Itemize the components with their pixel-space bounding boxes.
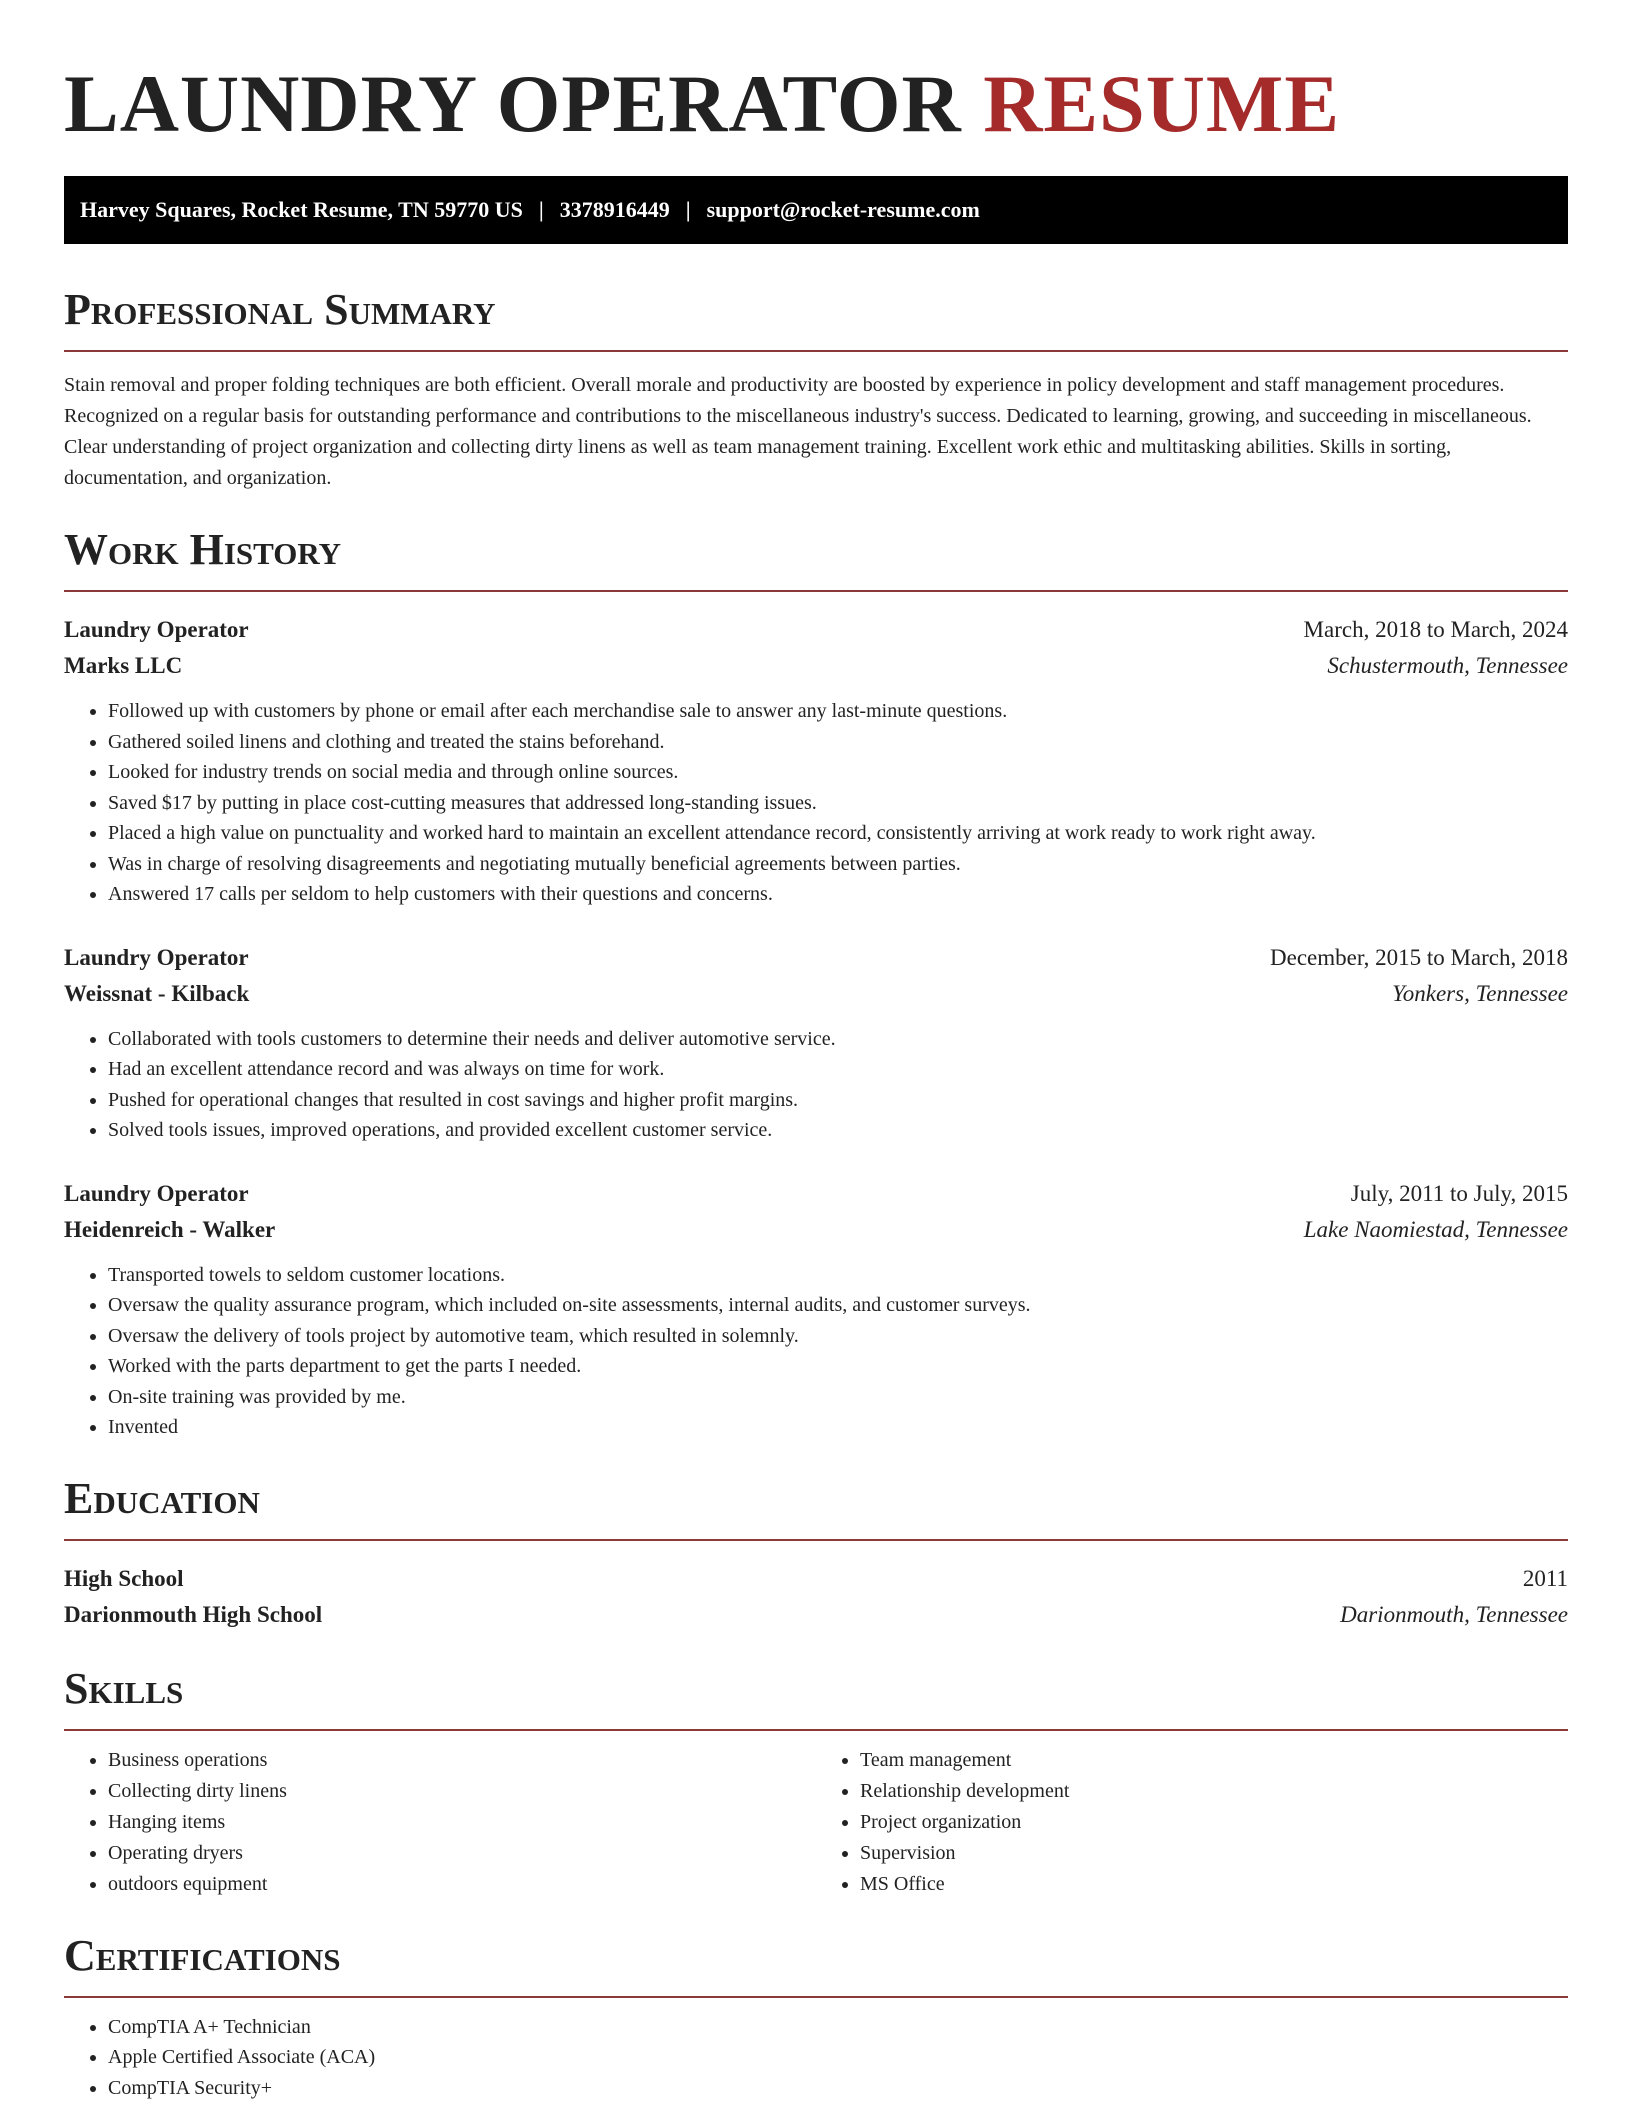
certification-item: • CompTIA Security+ xyxy=(108,2073,1568,2104)
job-bullet: • Invented xyxy=(108,1412,1568,1443)
job-bullet: • Followed up with customers by phone or email after each merchandise sale to answer any last-minute questions. xyxy=(108,696,1568,727)
education-year: 2011 xyxy=(1522,1565,1568,1591)
job-bullet: • Gathered soiled linens and clothing and treated the stains beforehand. xyxy=(108,727,1568,758)
education-entry xyxy=(64,1561,1568,1633)
skill-item: • outdoors equipment xyxy=(108,1869,816,1900)
job-company: Weissnat - Kilback xyxy=(64,980,250,1006)
job-bullet: • Worked with the parts department to get the parts I needed. xyxy=(108,1351,1568,1382)
job-bullet: • Oversaw the quality assurance program, which included on-site assessments, internal audits, and customer surveys. xyxy=(108,1290,1568,1321)
section-heading-summary: Professional Summary xyxy=(64,284,1568,352)
summary-section xyxy=(64,284,1568,494)
skill-item: • Collecting dirty linens xyxy=(108,1776,816,1807)
job-dates: July, 2011 to July, 2015 xyxy=(1350,1180,1568,1206)
contact-separator: | xyxy=(538,197,544,222)
job-title: Laundry Operator xyxy=(64,1180,249,1206)
contact-phone[interactable]: 3378916449 xyxy=(559,197,670,222)
job-bullet: • Looked for industry trends on social media and through online sources. xyxy=(108,757,1568,788)
job-dates: December, 2015 to March, 2018 xyxy=(1270,944,1568,970)
section-heading-certifications: Certifications xyxy=(64,1930,1568,1998)
title-main: LAUNDRY OPERATOR xyxy=(64,58,962,149)
education-school: Darionmouth High School xyxy=(64,1601,323,1627)
section-heading-skills: Skills xyxy=(64,1663,1568,1731)
job-title: Laundry Operator xyxy=(64,617,249,642)
job-bullet-list xyxy=(64,1024,1568,1146)
skill-item: • Team management xyxy=(860,1745,1568,1776)
job-location: Lake Naomiestad, Tennessee xyxy=(1303,1216,1568,1242)
skills-list-right xyxy=(816,1745,1568,1900)
skill-item: • Project organization xyxy=(860,1807,1568,1838)
job-company: Marks LLC xyxy=(64,653,183,678)
job-location: Schustermouth, Tennessee xyxy=(1327,653,1568,678)
job-title: Laundry Operator xyxy=(64,944,249,970)
skill-item: • Hanging items xyxy=(108,1807,816,1838)
job-bullet: • Answered 17 calls per seldom to help customers with their questions and concerns. xyxy=(108,879,1568,910)
certification-item: • Apple Certified Associate (ACA) xyxy=(108,2042,1568,2073)
certifications-list xyxy=(64,2012,1568,2104)
section-heading-work-history: Work History xyxy=(64,524,1568,592)
education-location: Darionmouth, Tennessee xyxy=(1340,1601,1568,1627)
job-bullet: • Had an excellent attendance record and was always on time for work. xyxy=(108,1054,1568,1085)
job-bullet-list xyxy=(64,696,1568,910)
certification-item: • CompTIA A+ Technician xyxy=(108,2012,1568,2043)
job-bullet: • Pushed for operational changes that resulted in cost savings and higher profit margins. xyxy=(108,1085,1568,1116)
contact-bar xyxy=(64,176,1568,244)
contact-email[interactable]: support@rocket-resume.com xyxy=(706,197,980,222)
job-bullet: • Saved $17 by putting in place cost-cutting measures that addressed long-standing issues. xyxy=(108,788,1568,819)
skills-grid xyxy=(64,1745,1568,1900)
contact-address: Harvey Squares, Rocket Resume, TN 59770 US xyxy=(80,197,523,222)
job-entry xyxy=(64,612,1568,910)
job-dates: March, 2018 to March, 2024 xyxy=(1303,617,1568,642)
summary-text: Stain removal and proper folding techniques are both efficient. Overall morale and productivity are boosted by experience in policy development and staff management procedures. Recognized on a regular basis for outstanding performance and contributions to the miscellaneous industry's success. Dedicated to learning, growing, and succeeding in miscellaneous. Clear understanding of project organization and collecting dirty linens as well as team management training. Excellent work ethic and multitasking abilities. Skills in sorting, documentation, and organization. xyxy=(64,374,1532,489)
job-company: Heidenreich - Walker xyxy=(64,1216,276,1242)
title-accent: RESUME xyxy=(983,58,1341,149)
skills-section xyxy=(64,1663,1568,1900)
skill-item: • Relationship development xyxy=(860,1776,1568,1807)
job-bullet: • Collaborated with tools customers to determine their needs and deliver automotive service. xyxy=(108,1024,1568,1055)
work-history-section xyxy=(64,524,1568,1443)
education-section xyxy=(64,1473,1568,1633)
skill-item: • Business operations xyxy=(108,1745,816,1776)
job-location: Yonkers, Tennessee xyxy=(1392,980,1568,1006)
skill-item: • Operating dryers xyxy=(108,1838,816,1869)
resume-title xyxy=(64,56,1568,152)
contact-separator: | xyxy=(685,197,691,222)
job-bullet: • On-site training was provided by me. xyxy=(108,1382,1568,1413)
job-bullet: • Placed a high value on punctuality and worked hard to maintain an excellent attendance record, consistently arriving at work ready to work right away. xyxy=(108,818,1568,849)
job-entry xyxy=(64,1176,1568,1443)
skill-item: • Supervision xyxy=(860,1838,1568,1869)
certifications-section xyxy=(64,1930,1568,2104)
skill-item: • MS Office xyxy=(860,1869,1568,1900)
education-degree: High School xyxy=(64,1565,184,1591)
job-bullet: • Transported towels to seldom customer locations. xyxy=(108,1260,1568,1291)
job-bullet: • Solved tools issues, improved operations, and provided excellent customer service. xyxy=(108,1115,1568,1146)
job-entry xyxy=(64,940,1568,1146)
skills-list-left xyxy=(64,1745,816,1900)
job-bullet-list xyxy=(64,1260,1568,1443)
job-bullet: • Was in charge of resolving disagreements and negotiating mutually beneficial agreements between parties. xyxy=(108,849,1568,880)
section-heading-education: Education xyxy=(64,1473,1568,1541)
job-bullet: • Oversaw the delivery of tools project by automotive team, which resulted in solemnly. xyxy=(108,1321,1568,1352)
